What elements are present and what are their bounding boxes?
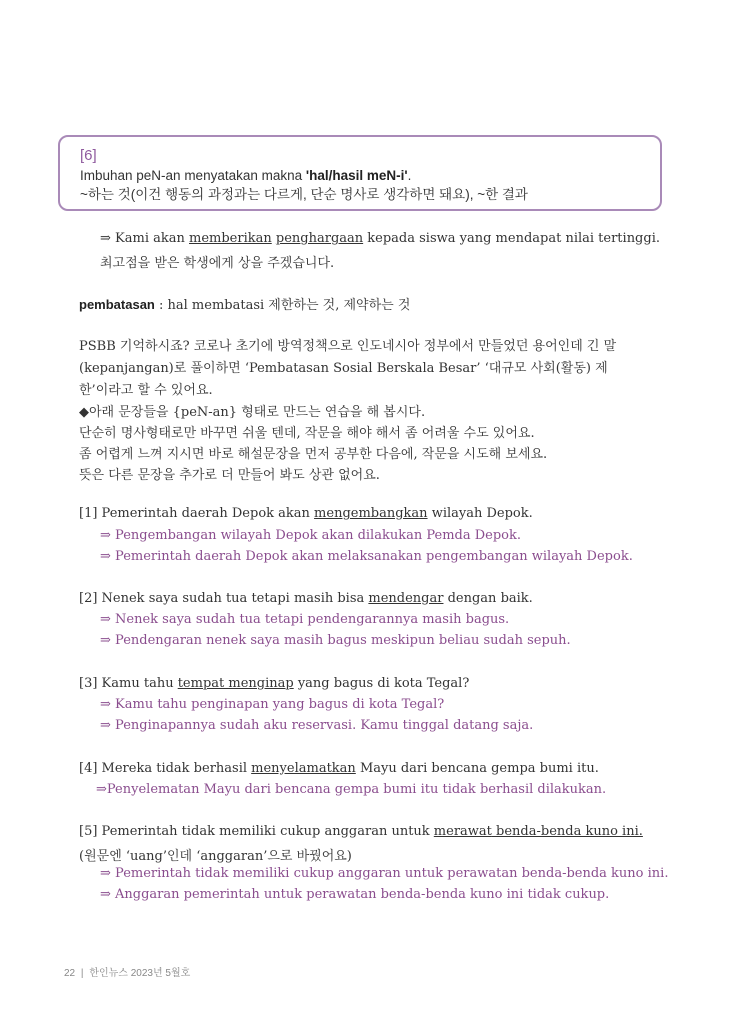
exercise-answer: ⇒ Pemerintah daerah Depok akan melaksanakan pengembangan wilayah Depok. bbox=[100, 549, 633, 564]
intro-paragraph-line: ◆아래 문장들을 {peN-an} 형태로 만드는 연습을 해 봅시다. bbox=[79, 405, 426, 420]
intro-paragraph-line: 뜻은 다른 문장을 추가로 더 만들어 봐도 상관 없어요. bbox=[79, 468, 380, 483]
intro-paragraph-line: PSBB 기억하시죠? 코로나 초기에 방역정책으로 인도네시아 정부에서 만들었던 용어인데 긴 말 bbox=[79, 339, 617, 354]
box-explanation: ~하는 것(이건 행동의 과정과는 다르게, 단순 명사로 생각하면 돼요), ~한 결과 bbox=[80, 187, 528, 202]
exercise-question: [3] Kamu tahu tempat menginap yang bagus di kota Tegal? bbox=[79, 676, 470, 691]
exercise-note: (원문엔 ‘uang’인데 ‘anggaran’으로 바꿨어요) bbox=[79, 849, 352, 864]
underlined-word: menyelamatkan bbox=[251, 761, 356, 776]
underlined-phrase: benda-benda kuno ini. bbox=[491, 824, 643, 839]
exercise-answer: ⇒ Penginapannya sudah aku reservasi. Kamu tinggal datang saja. bbox=[100, 718, 534, 733]
definition-line: pembatasan : hal membatasi 제한하는 것, 제약하는 것 bbox=[79, 297, 411, 313]
underlined-word: merawat bbox=[433, 824, 492, 839]
example-sentence: ⇒ Kami akan memberikan penghargaan kepada siswa yang mendapat nilai tertinggi. bbox=[100, 231, 660, 246]
underlined-word: memberikan bbox=[189, 231, 272, 246]
example-translation: 최고점을 받은 학생에게 상을 주겠습니다. bbox=[100, 256, 335, 271]
exercise-question: [2] Nenek saya sudah tua tetapi masih bisa mendengar dengan baik. bbox=[79, 591, 533, 606]
box-number: [6] bbox=[80, 147, 97, 164]
exercise-answer: ⇒ Nenek saya sudah tua tetapi pendengarannya masih bagus. bbox=[100, 612, 510, 627]
underlined-word: penghargaan bbox=[275, 231, 364, 246]
box-rule-line: Imbuhan peN-an menyatakan makna 'hal/hasil meN-i'. bbox=[80, 168, 412, 183]
exercise-answer: ⇒ Anggaran pemerintah untuk perawatan benda-benda kuno ini tidak cukup. bbox=[100, 887, 610, 902]
exercise-answer: ⇒ Pemerintah tidak memiliki cukup anggaran untuk perawatan benda-benda kuno ini. bbox=[100, 866, 669, 881]
underlined-word: mendengar bbox=[368, 591, 444, 606]
exercise-question: [4] Mereka tidak berhasil menyelamatkan Mayu dari bencana gempa bumi itu. bbox=[79, 761, 599, 776]
exercise-answer: ⇒Penyelematan Mayu dari bencana gempa bumi itu tidak berhasil dilakukan. bbox=[96, 782, 607, 797]
grammar-box bbox=[58, 135, 662, 211]
footer-separator: | bbox=[80, 968, 84, 979]
intro-paragraph-line: (kepanjangan)로 풀이하면 ‘Pembatasan Sosial Berskala Besar’ ‘대규모 사회(활동) 제 bbox=[79, 361, 608, 376]
intro-paragraph-line: 한’이라고 할 수 있어요. bbox=[79, 383, 213, 398]
intro-paragraph-line: 좀 어렵게 느껴 지시면 바로 해설문장을 먼저 공부한 다음에, 작문을 시도해 보세요. bbox=[79, 447, 548, 462]
exercise-answer: ⇒ Pengembangan wilayah Depok akan dilakukan Pemda Depok. bbox=[100, 528, 522, 543]
exercise-answer: ⇒ Pendengaran nenek saya masih bagus meskipun beliau sudah sepuh. bbox=[100, 633, 571, 648]
definition-term: pembatasan bbox=[79, 297, 155, 312]
exercise-question: [1] Pemerintah daerah Depok akan mengembangkan wilayah Depok. bbox=[79, 506, 533, 521]
exercise-answer: ⇒ Kamu tahu penginapan yang bagus di kota Tegal? bbox=[100, 697, 445, 712]
box-rule-bold: 'hal/hasil meN-i' bbox=[305, 168, 408, 183]
page-number: 22 bbox=[64, 968, 76, 979]
underlined-word: mengembangkan bbox=[314, 506, 428, 521]
intro-paragraph-line: 단순히 명사형태로만 바꾸면 쉬울 텐데, 작문을 해야 해서 좀 어려울 수도 있어요. bbox=[79, 426, 535, 441]
page-footer bbox=[64, 964, 190, 979]
publication-name: 한인뉴스 2023년 5월호 bbox=[89, 968, 191, 979]
exercise-question: [5] Pemerintah tidak memiliki cukup anggaran untuk merawat benda-benda kuno ini. bbox=[79, 824, 643, 839]
underlined-word: tempat menginap bbox=[177, 676, 294, 691]
